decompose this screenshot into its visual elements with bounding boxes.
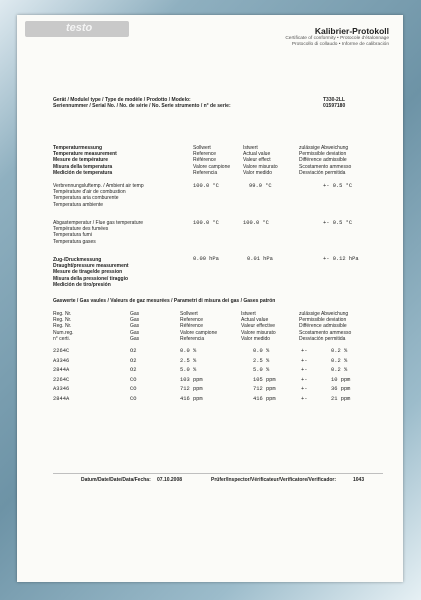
table-cell: O2 (130, 348, 137, 354)
ambient-temp-deviation: +- 0.5 °C (323, 183, 353, 189)
gas-reg-column (53, 347, 69, 405)
pressure-labels (53, 257, 129, 288)
header-line: Différence admissible (299, 157, 347, 164)
table-cell: 21 ppm (331, 395, 351, 402)
testo-logo (25, 21, 129, 37)
header-line: Gas (130, 311, 140, 317)
date-label: Datum/Date/Date/Data/Fecha: (81, 477, 151, 483)
date-value: 07.10.2008 (157, 477, 183, 483)
pressure-actual: 0.01 hPa (247, 256, 273, 262)
header-line: Reg. Nr. (53, 323, 72, 330)
table-cell: A3346 (53, 386, 70, 393)
header-line: Gas (130, 329, 140, 336)
flue-gas-temp-reference: 100.0 °C (193, 220, 219, 226)
table-cell: 10 ppm (331, 376, 351, 383)
header-line: Reg. Nr. (53, 311, 72, 317)
table-cell: 712 ppm (180, 386, 203, 393)
header-line: Gas (130, 323, 140, 330)
temp-measurement-labels (53, 145, 117, 176)
gas-reference-column-header (180, 311, 217, 342)
table-cell: 0.2 % (331, 348, 348, 354)
table-cell: 5.0 % (180, 367, 197, 374)
label-line: Temperatura fumi (53, 232, 92, 239)
inspector-value: 1043 (353, 477, 365, 483)
gas-deviation-column-header (299, 311, 351, 342)
pressure-reference: 0.00 hPa (193, 256, 219, 262)
device-type-value: T330-2LL (323, 97, 345, 103)
table-cell: O2 (130, 367, 137, 374)
label-line: Temperaturmessung (53, 145, 103, 151)
header-line: Différence admissible (299, 323, 347, 330)
header-line: Gas (130, 317, 140, 324)
header-line: n° certi. (53, 335, 71, 342)
certificate-subtitle-1: Certificate of conformity • Protocole d'étalonnage (285, 36, 389, 41)
flue-gas-temp-deviation: +- 0.5 °C (323, 220, 353, 226)
inspector-label: Prüfer/Inspector/Vérificateur/Verificatore/Verificador: (211, 477, 337, 483)
certificate-title: Kalibrier-Protokoll (314, 26, 389, 36)
logo-text: testo (66, 22, 93, 34)
serial-value: 01597180 (323, 103, 346, 109)
certificate-subtitle-2: Protocollo di collaudo • Informe de calibración (291, 41, 389, 47)
ambient-temp-reference: 100.0 °C (193, 183, 219, 189)
header-line: Scostamento ammesso (299, 329, 352, 336)
header-line: Istwert (241, 311, 256, 317)
header-line: Num.reg. (53, 329, 74, 336)
gas-deviation-column (331, 347, 350, 405)
flue-gas-temp-labels (53, 220, 143, 245)
gas-section-title: Gaswerte / Gas vaules / Valeurs de gaz mesurées / Parametri di misura dei gas / Gases patrón (53, 298, 276, 304)
label-line: Medición de temperatura (53, 169, 113, 176)
header-line: Permissible deviation (299, 317, 347, 324)
serial-label: Seriennummer / Serial No. / No. de série / No. Serie strumento / n° de serie: (53, 103, 231, 109)
label-line: Draught/pressure measurement (53, 263, 129, 270)
label-line: Temperatura aria comburente (53, 195, 119, 202)
table-cell: O2 (130, 357, 137, 364)
table-cell: 36 ppm (331, 386, 351, 393)
header-line: Desviación permitida (299, 169, 346, 176)
table-cell: 2264C (53, 348, 70, 354)
table-cell: 416 ppm (180, 395, 203, 402)
header-line: Gas (130, 335, 140, 342)
header-line: Desviación permitida (299, 335, 346, 342)
table-cell: 0.2 % (331, 357, 348, 364)
table-cell: 2264C (53, 376, 70, 383)
actual-column-header (243, 145, 278, 176)
gas-type-column (130, 347, 136, 405)
label-line: Mesure de tirage/de pression (53, 269, 123, 276)
table-cell: +- (301, 357, 308, 364)
header-line: Actual value (243, 151, 271, 158)
header-line: Sollwert (193, 145, 211, 151)
header-line: Référence (193, 157, 217, 164)
table-cell: 105 ppm (253, 376, 276, 383)
table-cell: CO (130, 395, 137, 402)
label-line: Mesure de température (53, 157, 109, 164)
gas-actual-column-header (241, 311, 276, 342)
label-line: Temperature measurement (53, 151, 117, 158)
footer-divider (53, 473, 383, 474)
table-cell: +- (301, 386, 308, 393)
deviation-column-header (299, 145, 351, 176)
header-line: zulässige Abweichung (299, 145, 349, 151)
label-line: Medición de tiro/presión (53, 281, 111, 288)
table-cell: 103 ppm (180, 376, 203, 383)
table-cell: 2844A (53, 395, 70, 402)
device-type-label: Gerät / Module/ type / Type de modèle / Prodotto / Modelo: (53, 97, 191, 103)
header-line: Valore campione (193, 163, 231, 170)
header-line: Istwert (243, 145, 258, 151)
table-cell: 0.0 % (180, 348, 197, 354)
header-line: Valore misurato (243, 163, 278, 170)
table-cell: CO (130, 376, 137, 383)
header-line: Sollwert (180, 311, 198, 317)
header-line: zulässige Abweichung (299, 311, 349, 317)
table-cell: 2.5 % (253, 357, 270, 364)
reference-column-header (193, 145, 230, 176)
label-line: Température des fumées (53, 226, 109, 233)
header-line: Valor medido (243, 169, 273, 176)
pressure-deviation: +- 0.12 hPa (323, 256, 359, 262)
table-cell: 5.0 % (253, 367, 270, 374)
ambient-temp-labels (53, 183, 144, 208)
header-line: Reg. Nr. (53, 317, 72, 324)
table-cell: 416 ppm (253, 395, 276, 402)
label-line: Abgastemperatur / Flue gas temperature (53, 220, 144, 226)
table-cell: +- (301, 395, 308, 402)
gas-actual-column (253, 347, 276, 405)
header-line: Référence (180, 323, 204, 330)
header-line: Permissible deviation (299, 151, 347, 158)
header-line: Referencia (180, 335, 205, 342)
label-line: Temperatura ambiente (53, 201, 104, 208)
table-cell: 2.5 % (180, 357, 197, 364)
label-line: Misura della pressione/ tiraggio (53, 275, 129, 282)
header-line: Valeur effect (243, 157, 271, 164)
header-line: Valeur effective (241, 323, 276, 330)
certificate-header (285, 26, 389, 47)
label-line: Temperatura gases (53, 238, 96, 245)
header-line: Reference (180, 317, 204, 324)
header-line: Actual value (241, 317, 269, 324)
header-line: Reference (193, 151, 217, 158)
flue-gas-temp-actual: 100.0 °C (243, 220, 269, 226)
table-cell: +- (301, 376, 308, 383)
header-line: Referencia (193, 169, 218, 176)
table-cell: CO (130, 386, 137, 393)
label-line: Misura della temperatura (53, 163, 113, 170)
gas-reg-column-header (53, 311, 74, 342)
table-cell: 712 ppm (253, 386, 276, 393)
header-line: Scostamento ammesso (299, 163, 352, 170)
label-line: Zug-/Druckmessung (53, 257, 102, 263)
header-line: Valore misurato (241, 329, 276, 336)
gas-type-column-header (130, 311, 139, 342)
header-line: Valor medido (241, 335, 271, 342)
gas-plusminus-column (301, 347, 307, 405)
header-line: Valore campione (180, 329, 218, 336)
label-line: Température d'air de combustion (53, 189, 126, 196)
table-cell: +- (301, 367, 308, 374)
gas-reference-column (180, 347, 203, 405)
certificate-page (17, 15, 403, 582)
label-line: Verbrennungsluftemp. / Ambient air temp (53, 183, 144, 189)
table-cell: A3346 (53, 357, 70, 364)
table-cell: 0.2 % (331, 367, 348, 374)
table-cell: +- (301, 348, 308, 354)
table-cell: 0.0 % (253, 348, 270, 354)
table-cell: 2844A (53, 367, 70, 374)
ambient-temp-actual: 99.9 °C (249, 183, 272, 189)
